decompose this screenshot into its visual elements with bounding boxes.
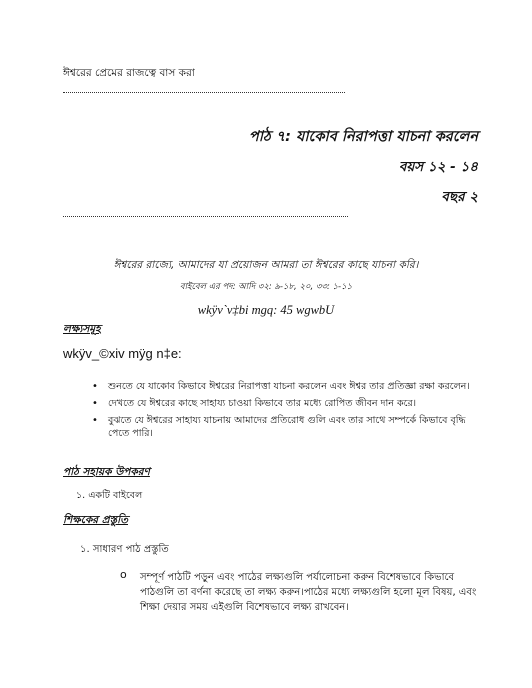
age-range: বয়স ১২ - ১৪ — [398, 159, 478, 175]
preparation-item: ১. সাধারণ পাঠ প্রস্তুতি — [80, 544, 169, 555]
objective-item: • দেখতে যে ঈশ্বরের কাছে সাহায্য চাওয়া কিভাবে তার মধ্যে রোপিত জীবন দান করে। — [92, 397, 482, 410]
materials-heading: পাঠ সহায়ক উপকরণ — [63, 466, 150, 478]
objective-item: • শুনতে যে যাকোব কিভাবে ঈশ্বরের নিরাপত্তা যাচনা করলেন এবং ঈশ্বর তার প্রতিজ্ঞা রক্ষা করলেন। — [92, 380, 482, 393]
memory-verse: wkÿv`v‡bi mgq: 45 wgwbU — [197, 303, 335, 317]
preparation-subitem-text: সম্পূর্ণ পাঠটি পড়ুন এবং পাঠের লক্ষ্যগুলি পর্যালোচনা করুন বিশেষভাবে কিভাবে পাঠগুলি তা বর্ণনা করেছে তা লক্ষ্য করুন।পাঠের মধ্যে লক্ষ্যগুলি হলো মূল বিষয়, এবং শিক্ষা দেয়ার সময় এইগুলি বিশেষভাবে লক্ষ্য রাখবেন। — [140, 572, 477, 613]
bible-reference: বাইবেল এর পদ: আদি ৩২: ৯-১৮, ২০, ৩৩: ১-১১ — [179, 282, 353, 292]
preparation-heading: শিক্ষকের প্রস্তুতি — [63, 514, 128, 526]
title-divider — [63, 216, 348, 217]
series-title: ঈশ্বরের প্রেমের রাজত্বে বাস করা — [63, 67, 195, 79]
circle-bullet-icon: o — [120, 568, 127, 581]
objective-item: • বুঝতে যে ঈশ্বরের সাহায্য যাচনায় আমাদের প্রতিরোধ গুলি এবং তার সাথে সম্পর্কে কিভাবে বৃদ্ধি পেতে পারি। — [92, 414, 482, 440]
objectives-heading: লক্ষ্যসমূহ — [63, 323, 101, 335]
objectives-list — [92, 380, 482, 444]
material-item: ১. একটি বাইবেল — [76, 490, 143, 501]
lesson-theme: ঈশ্বরের রাজ্যে, আমাদের যা প্রয়োজন আমরা তা ঈশ্বরের কাছে যাচনা করি। — [113, 259, 419, 271]
lesson-title: পাঠ ৭: যাকোব নিরাপত্তা যাচনা করলেন — [248, 129, 478, 145]
objectives-intro: wkÿv_©xiv mÿg n‡e: — [63, 346, 182, 361]
year-label: বছর ২ — [441, 189, 478, 205]
header-divider — [63, 92, 345, 93]
preparation-subitem — [120, 568, 480, 615]
